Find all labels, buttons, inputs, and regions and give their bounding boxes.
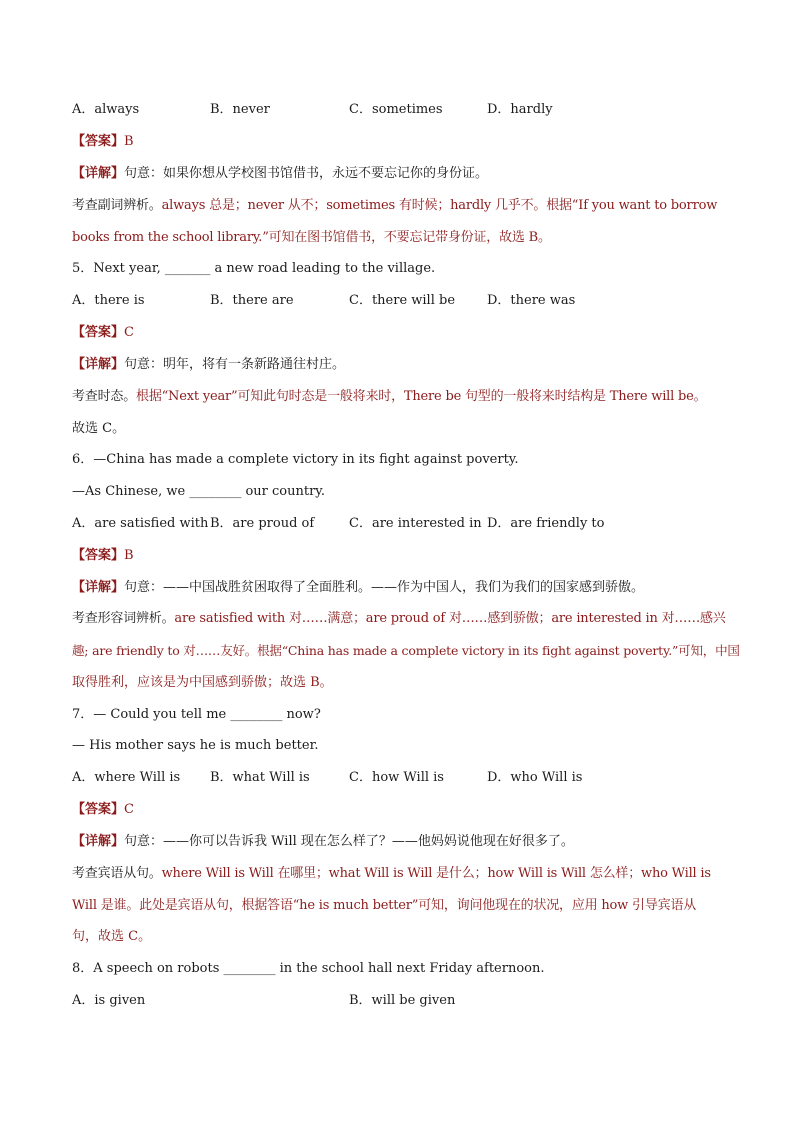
q4-option-c: C．sometimes: [349, 102, 443, 117]
q6-stem-2: —As Chinese, we ________ our country.: [72, 484, 326, 499]
detail-meaning: 句意：明年，将有一条新路通往村庄。: [124, 357, 346, 372]
detail-tag: 【详解】: [72, 834, 125, 849]
answer-value: B: [124, 548, 134, 563]
q7-answer: [72, 801, 134, 819]
answer-tag: 【答案】: [72, 802, 125, 817]
q5-option-a: A．there is: [72, 293, 145, 308]
q6-detail: [72, 579, 644, 597]
analysis-lead: 考查时态。: [72, 389, 137, 404]
answer-tag: 【答案】: [72, 325, 125, 340]
detail-meaning: 句意：如果你想从学校图书馆借书，永远不要忘记你的身份证。: [124, 166, 489, 181]
q4-option-d: D．hardly: [487, 102, 553, 117]
q7-analysis-line-2: Will 是谁。此处是宾语从句，根据答语“he is much better”可知，询问他现在的状况，应用 how 引导宾语从: [72, 898, 697, 913]
q7-option-b: B．what Will is: [210, 770, 310, 785]
q6-analysis-line-1: [72, 610, 726, 628]
q7-analysis-line-1: [72, 865, 711, 883]
detail-meaning: 句意：——你可以告诉我 Will 现在怎么样了？——他妈妈说他现在好很多了。: [124, 834, 574, 849]
q6-stem-1: 6．—China has made a complete victory in its fight against poverty.: [72, 452, 519, 467]
answer-value: C: [124, 325, 134, 340]
q7-option-a: A．where Will is: [72, 770, 181, 785]
q5-option-c: C．there will be: [349, 293, 456, 308]
detail-tag: 【详解】: [72, 166, 125, 181]
analysis-lead: 考查形容词辨析。: [72, 611, 175, 626]
q8-stem: 8．A speech on robots ________ in the school hall next Friday afternoon.: [72, 961, 545, 976]
q4-analysis-line-1: [72, 197, 717, 215]
analysis-text: are satisfied with 对……满意；are proud of 对……感到骄傲；are interested in 对……感兴: [174, 611, 726, 626]
detail-tag: 【详解】: [72, 580, 125, 595]
q4-option-a: A．always: [72, 102, 140, 117]
analysis-lead: 考查宾语从句。: [72, 866, 162, 881]
q5-detail: [72, 356, 345, 374]
q8-option-a: A．is given: [72, 993, 146, 1008]
q7-stem-1: 7．— Could you tell me ________ now?: [72, 707, 321, 722]
q7-stem-2: — His mother says he is much better.: [72, 738, 319, 753]
q4-analysis-line-2: books from the school library.”可知在图书馆借书，不要忘记带身份证，故选 B。: [72, 230, 551, 245]
q6-option-b: B．are proud of: [210, 516, 315, 531]
q8-option-b: B．will be given: [349, 993, 456, 1008]
q5-analysis-line-1: [72, 388, 706, 406]
q4-option-b: B．never: [210, 102, 270, 117]
q7-option-d: D．who Will is: [487, 770, 583, 785]
q6-option-d: D．are friendly to: [487, 516, 605, 531]
analysis-text: always 总是；never 从不；sometimes 有时候；hardly 几乎不。根据“If you want to borrow: [161, 198, 718, 213]
q7-analysis-line-3: 句，故选 C。: [72, 929, 152, 944]
q6-analysis-line-3: 取得胜利，应该是为中国感到骄傲；故选 B。: [72, 675, 333, 690]
q7-option-c: C．how Will is: [349, 770, 444, 785]
q5-stem: 5．Next year, _______ a new road leading to the village.: [72, 261, 436, 276]
answer-value: C: [124, 802, 134, 817]
analysis-lead: 考查副词辨析。: [72, 198, 162, 213]
answer-tag: 【答案】: [72, 548, 125, 563]
q6-analysis-line-2: 趣; are friendly to 对……友好。根据“China has made a complete victory in its fight against poverty.”可知，中国: [72, 643, 740, 658]
q5-option-b: B．there are: [210, 293, 294, 308]
q5-option-d: D．there was: [487, 293, 576, 308]
q4-answer: [72, 133, 134, 151]
q7-detail: [72, 833, 574, 851]
q6-option-c: C．are interested in: [349, 516, 482, 531]
detail-meaning: 句意：——中国战胜贫困取得了全面胜利。——作为中国人，我们为我们的国家感到骄傲。: [124, 580, 645, 595]
q5-answer: [72, 324, 134, 342]
analysis-text: where Will is Will 在哪里；what Will is Will 是什么；how Will is Will 怎么样；who Will is: [161, 866, 711, 881]
answer-tag: 【答案】: [72, 134, 125, 149]
analysis-text: 根据“Next year”可知此句时态是一般将来时，There be 句型的一般将来时结构是 There will be。: [136, 389, 707, 404]
q6-option-a: A．are satisfied with: [72, 516, 209, 531]
q5-analysis-line-2: 故选 C。: [72, 421, 126, 436]
q4-detail: [72, 165, 488, 183]
detail-tag: 【详解】: [72, 357, 125, 372]
q6-answer: [72, 547, 134, 565]
answer-value: B: [124, 134, 134, 149]
